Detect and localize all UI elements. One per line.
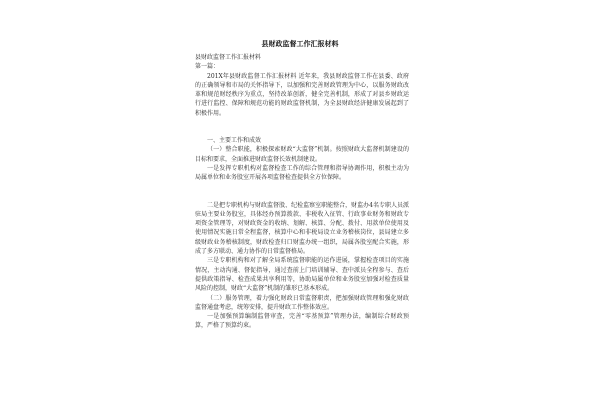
item-1-heading: （一）整合职能，积极探索财政“大监督”机制。按照财政大监督机制建设的目标和要求，全面推进财政监督长效机制建设。 [195, 146, 409, 163]
document-body [195, 53, 409, 331]
item-1-paragraph-2: 二是把专职机构与财政监督股、纪检监察室职能整合，财监办4名专职人员派驻局主要业务股室，具体经办预算拨款、非税收入征管、行政事业财务和财政专项资金管理等，对财政资金的收纳、划解、核算、分配、拨付、用款单位使用及使用情况实施日常全程监督，核算中心和非税局设立业务稽核岗位，县局建立多级财政业务稽核制度，财政检查归口财监办统一组织，局属各股室配合实施，形成了多方联动、通力协作的日常监督格局。 [195, 201, 409, 256]
spacer [195, 118, 409, 136]
part-label: 第一篇： [195, 63, 220, 71]
item-2-heading: （二）服务管理，着力强化财政日常监督职责，把加强财政管理和强化财政监督通盘考虑，统筹安排，提升财政工作整体效应。 [195, 294, 409, 311]
intro-paragraph: 201X年县财政监督工作汇报材料 近年来，我县财政监督工作在县委、政府的正确领导和市局的关怀指导下，以加强和完善财政管理为中心，以服务财政改革和规范财经秩序为重点，坚持改革创新，健全完善机制，形成了对县乡财政运行进行监控、保障和规范功能的财政监督机制，为全县财政经济健康发展起到了积极作用。 [195, 72, 409, 117]
item-2-paragraph-1: 一是加强预算编制监督审查，完善“零基预算”管理办法，编制综合财政预算，严格了预算约束。 [195, 313, 409, 330]
item-1-paragraph-3: 三是专职机构和对了解全局系统监督职能的运作进展，掌握检查项目的实施情况，主动沟通、督促指导，通过查前上门培训辅导、查中派员全程参与、查后提供政策指导、检查成果共享利用等，协助局属单位和业务股室加强对检查质量风险的控制，财政“大监督”机制的雏形已基本形成。 [195, 257, 409, 293]
section-heading-1: 一、主要工作和成效 [207, 137, 262, 145]
item-1-paragraph-1: 一是发挥专职机构对监督检查工作的综合管理和指导协调作用，积极主动为局属单位和业务股室开展各项监督检查提供全方位保障。 [195, 164, 409, 182]
document-subtitle: 县财政监督工作汇报材料 [195, 54, 262, 61]
document-title: 县财政监督工作汇报材料 [261, 39, 339, 48]
spacer [195, 183, 409, 201]
